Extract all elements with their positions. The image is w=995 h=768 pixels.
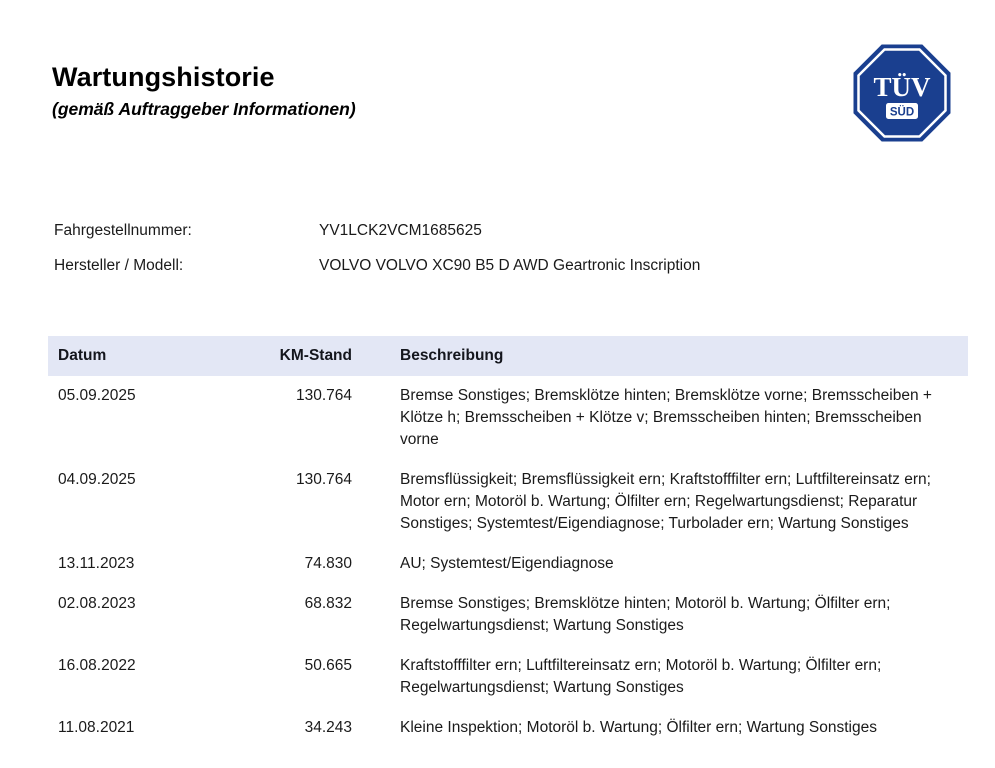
table-header [48, 336, 968, 376]
logo-bottom-text: SÜD [889, 106, 915, 119]
maintenance-history-table [48, 336, 968, 748]
cell-date: 16.08.2022 [58, 657, 136, 674]
cell-km: 34.243 [304, 719, 352, 736]
cell-description: AU; Systemtest/Eigendiagnose [400, 555, 614, 572]
cell-description: Bremsflüssigkeit; Bremsflüssigkeit ern; Kraftstofffilter ern; Luftfiltereinsatz ern; Motor ern; Motoröl b. Wartung; Ölfilter ern; Regelwartungsdienst; Reparatur Sonstiges; Systemtest/Eigendiagnose; Turbolader ern; Wartung Sonstiges [400, 471, 931, 532]
meta-row-model [54, 257, 944, 275]
cell-date: 04.09.2025 [58, 471, 136, 488]
cell-km: 130.764 [295, 471, 352, 488]
cell-km: 74.830 [304, 555, 352, 572]
table-row [48, 646, 968, 708]
cell-description: Bremse Sonstiges; Bremsklötze hinten; Motoröl b. Wartung; Ölfilter ern; Regelwartungsdienst; Wartung Sonstiges [400, 595, 891, 634]
logo-top-text: TÜV [873, 72, 931, 102]
cell-description: Kraftstofffilter ern; Luftfiltereinsatz ern; Motoröl b. Wartung; Ölfilter ern; Regelwartungsdienst; Wartung Sonstiges [400, 657, 882, 696]
cell-description: Kleine Inspektion; Motoröl b. Wartung; Ölfilter ern; Wartung Sonstiges [400, 719, 877, 736]
model-value: VOLVO VOLVO XC90 B5 D AWD Geartronic Inscription [319, 257, 701, 274]
page-title: Wartungshistorie [52, 62, 275, 92]
cell-date: 13.11.2023 [58, 555, 135, 572]
table-header-row [48, 336, 968, 376]
model-label: Hersteller / Modell: [54, 257, 184, 274]
column-header-km: KM-Stand [194, 336, 374, 376]
column-header-description: Beschreibung [374, 336, 968, 376]
table-body [48, 376, 968, 748]
cell-date: 05.09.2025 [58, 387, 136, 404]
cell-description: Bremse Sonstiges; Bremsklötze hinten; Bremsklötze vorne; Bremsscheiben + Klötze h; Bremsscheiben + Klötze v; Bremsscheiben hinten; Bremsscheiben vorne [400, 387, 932, 448]
table-row [48, 376, 968, 460]
vehicle-meta-block [54, 222, 944, 292]
cell-date: 02.08.2023 [58, 595, 136, 612]
table-row [48, 460, 968, 544]
table-row [48, 544, 968, 584]
document-header [52, 62, 852, 119]
cell-km: 68.832 [304, 595, 352, 612]
table-row [48, 584, 968, 646]
vin-label: Fahrgestellnummer: [54, 222, 192, 239]
cell-km: 50.665 [304, 657, 352, 674]
meta-row-vin [54, 222, 944, 240]
vin-value: YV1LCK2VCM1685625 [319, 222, 482, 239]
cell-km: 130.764 [295, 387, 352, 404]
maintenance-history-table-wrapper [48, 336, 968, 748]
tuv-sud-logo [853, 44, 951, 142]
page-subtitle: (gemäß Auftraggeber Informationen) [52, 99, 356, 120]
column-header-date: Datum [48, 336, 194, 376]
cell-date: 11.08.2021 [58, 719, 135, 736]
table-row [48, 708, 968, 748]
